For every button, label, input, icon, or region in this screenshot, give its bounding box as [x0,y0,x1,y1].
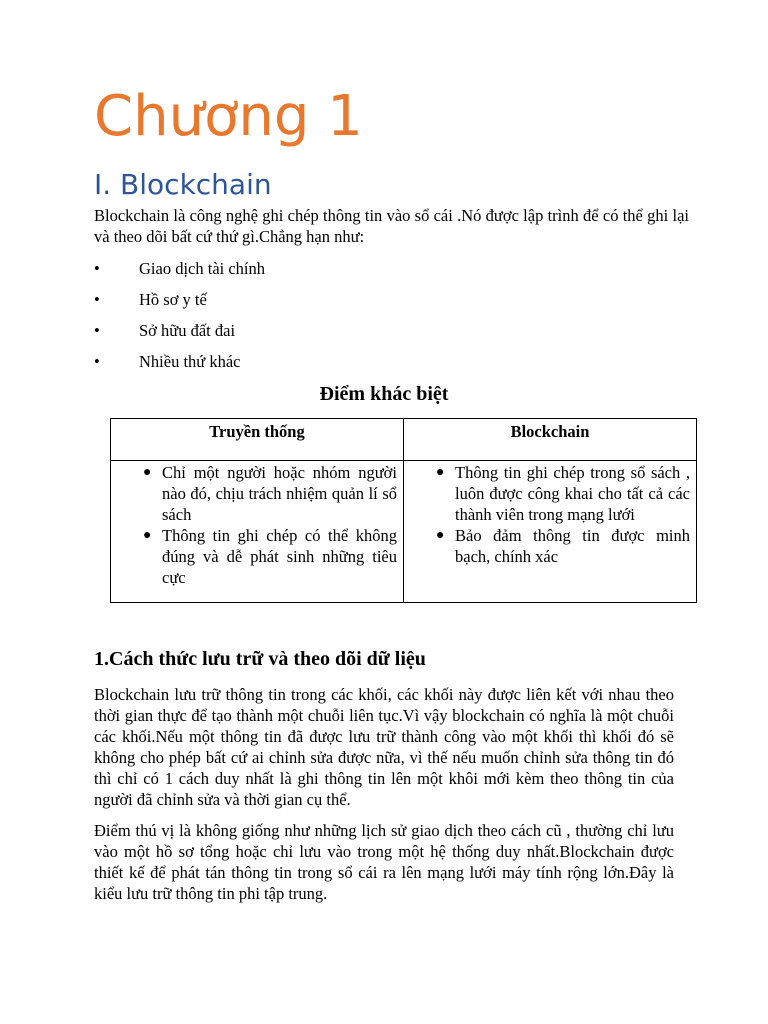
list-item-text: Bảo đảm thông tin được minh bạch, chính xác [455,526,690,566]
list-item-text: Giao dịch tài chính [139,259,266,278]
list-item [94,258,689,289]
list-item [410,525,690,567]
subsection-heading: 1.Cách thức lưu trữ và theo dõi dữ liệu [94,648,426,670]
list-item [94,351,689,382]
bullet-icon: • [94,290,100,309]
column-header-blockchain: Blockchain [404,419,697,461]
bullet-icon: • [94,352,100,371]
list-item-text: Hồ sơ y tế [139,290,207,309]
list-item [94,320,689,351]
chapter-title: Chương 1 [94,84,363,149]
table-cell-blockchain [404,461,697,603]
body-paragraph: Blockchain lưu trữ thông tin trong các khối, các khối này được liên kết với nhau theo thời gian thực để tạo thành một chuỗi liên tục.Vì vậy blockchain có nghĩa là một chuỗi các khối.Nếu một thông tin đã được lưu trữ thành công vào một khối thì khối đó sẽ không cho phép bất cứ ai chỉnh sửa được nữa, vì thế nếu muốn chỉnh sửa thông tin đó thì chỉ có 1 cách duy nhất là ghi thông tin lên một khôi mới kèm theo thông tin của người đã chỉnh sửa và thời gian cụ thể. [94,685,674,809]
bullet-icon: • [94,259,100,278]
body-paragraph: Điểm thú vị là không giống như những lịch sử giao dịch theo cách cũ , thường chỉ lưu vào một hồ sơ tổng hoặc chỉ lưu vào trong một hệ thống duy nhất.Blockchain được thiết kế để phát tán thông tin trong sổ cái ra lên mạng lưới máy tính rộng lớn.Đây là kiểu lưu trữ thông tin phi tập trung. [94,821,674,903]
blockchain-list [410,461,690,567]
section-heading: I. Blockchain [94,168,272,201]
list-item-text: Thông tin ghi chép có thể không đúng và dễ phát sinh những tiêu cực [162,526,397,587]
list-item-text: Thông tin ghi chép trong sổ sách , luôn được công khai cho tất cả các thành viên trong mạng lưới [455,463,690,524]
list-item [117,462,397,525]
table-header-row [111,419,697,461]
list-item-text: Chỉ một người hoặc nhóm người nào đó, chịu trách nhiệm quản lí sổ sách [162,463,397,524]
bullet-icon: ● [143,528,152,543]
table-cell-traditional [111,461,404,603]
list-item [94,289,689,320]
comparison-table [110,418,697,603]
column-header-traditional: Truyền thống [111,419,404,461]
traditional-list [117,461,397,588]
table-title: Điểm khác biệt [319,383,449,405]
list-item-text: Nhiều thứ khác [139,352,241,371]
list-item [410,462,690,525]
table-row [111,461,697,603]
bullet-icon: ● [143,465,152,480]
examples-list [94,258,689,382]
list-item [117,525,397,588]
bullet-icon: ● [436,465,445,480]
list-item-text: Sở hữu đất đai [139,321,236,340]
intro-paragraph: Blockchain là công nghệ ghi chép thông tin vào sổ cái .Nó được lập trình để có thể ghi lại và theo dõi bất cứ thứ gì.Chẳng hạn như: [94,206,689,246]
bullet-icon: • [94,321,100,340]
bullet-icon: ● [436,528,445,543]
